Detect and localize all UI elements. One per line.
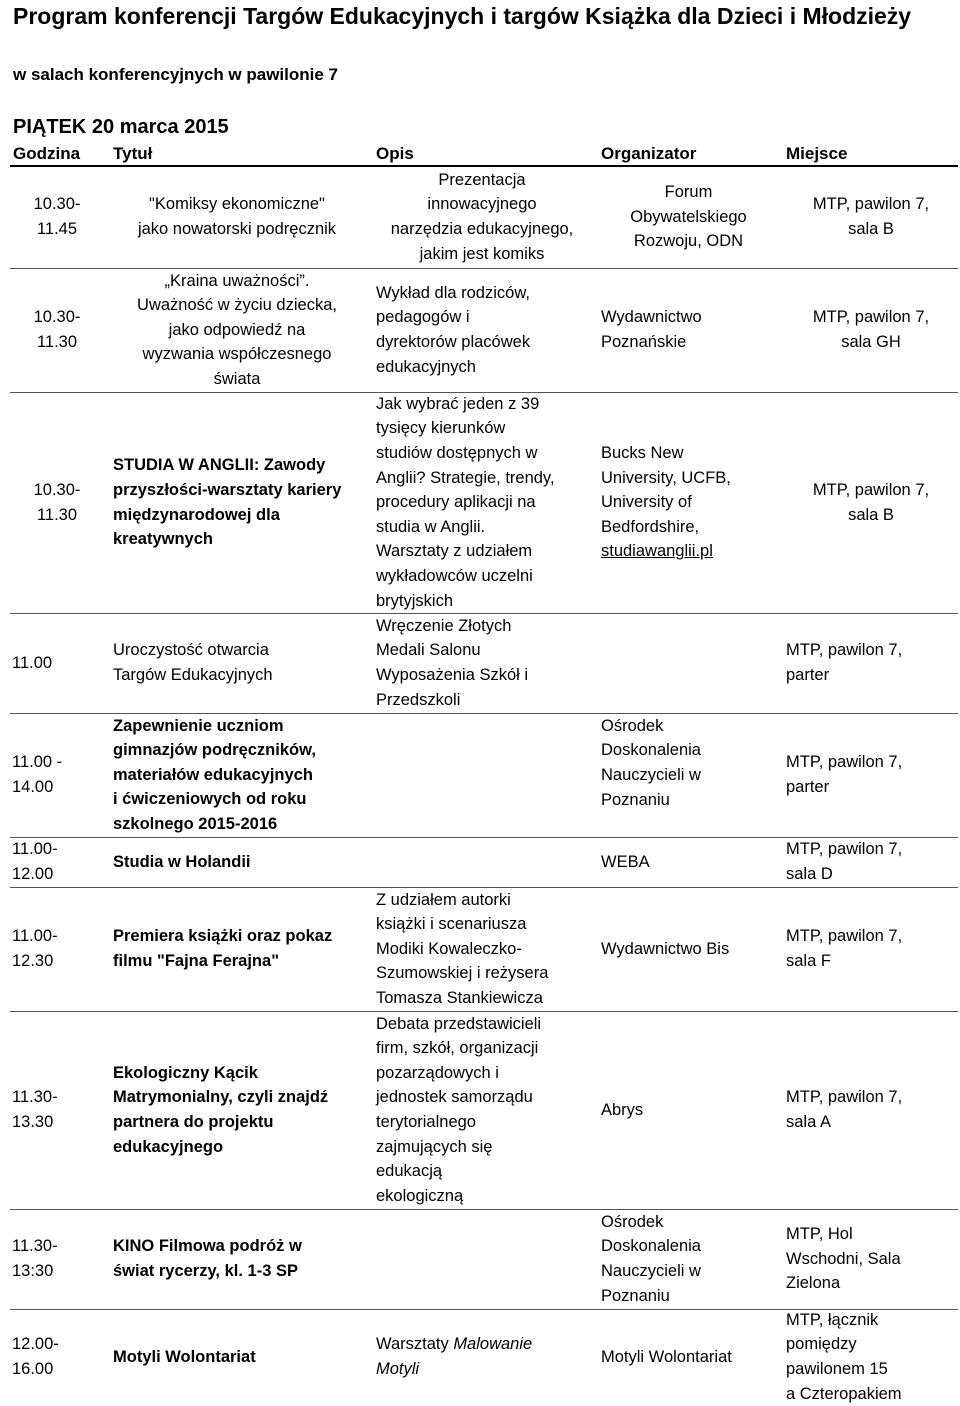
row-place: MTP, pawilon 7, parter <box>786 641 903 684</box>
row-place: MTP, łącznik pomiędzy pawilonem 15 a Czteropakiem <box>786 1310 902 1403</box>
row-description <box>376 837 588 887</box>
row-organizer: Ośrodek Doskonalenia Nauczycieli w Poznaniu <box>601 1212 701 1305</box>
row-time: 10.30- 11.30 <box>33 308 81 351</box>
document-subtitle: w salach konferencyjnych w pawilonie 7 <box>13 65 339 84</box>
row-time: 12.00- 16.00 <box>12 1335 59 1378</box>
description-italic-text: Malowanie Motyli <box>376 1335 533 1378</box>
row-description: Jak wybrać jeden z 39 tysięcy kierunków studiów dostępnych w Anglii? Strategie, trendy, procedury aplikacji na studia w Anglii. Warsztaty z udziałem wykładowców uczelni brytyjskich <box>376 394 555 610</box>
row-organizer: Abrys <box>601 1100 644 1119</box>
row-time: 10.30- 11.30 <box>33 480 81 524</box>
row-place: MTP, pawilon 7, sala D <box>786 840 903 883</box>
row-description <box>376 1209 588 1309</box>
row-title: KINO Filmowa podróż w świat rycerzy, kl. 1-3 SP <box>113 1237 302 1280</box>
row-time: 11.00- 12.30 <box>12 927 58 970</box>
row-description <box>376 713 588 837</box>
row-organizer: Motyli Wolontariat <box>601 1347 732 1366</box>
row-description: Wykład dla rodziców, pedagogów i dyrektorów placówek edukacyjnych <box>376 283 531 376</box>
row-place: MTP, Hol Wschodni, Sala Zielona <box>786 1225 901 1293</box>
row-organizer: Forum Obywatelskiego Rozwoju, ODN <box>630 183 747 251</box>
row-organizer: Wydawnictwo Poznańskie <box>601 308 702 351</box>
row-place: MTP, pawilon 7, sala B <box>812 480 930 524</box>
row-title: "Komiksy ekonomiczne" jako nowatorski podręcznik <box>137 195 337 238</box>
row-time: 11.00 - 14.00 <box>12 753 63 796</box>
row-place: MTP, pawilon 7, sala B <box>812 195 930 238</box>
description-text: Warsztaty <box>376 1335 454 1354</box>
row-title: Ekologiczny Kącik Matrymonialny, czyli znajdź partnera do projektu edukacyjnego <box>113 1063 329 1156</box>
column-header-time: Godzina <box>13 144 81 163</box>
document-title: Program konferencji Targów Edukacyjnych i targów Książka dla Dzieci i Młodzieży <box>13 3 912 29</box>
row-description: Z udziałem autorki książki i scenariusza Modiki Kowaleczko- Szumowskiej i reżysera Tomasza Stankiewicza <box>376 890 549 1007</box>
row-organizer: Wydawnictwo Bis <box>601 939 730 958</box>
row-organizer: Ośrodek Doskonalenia Nauczycieli w Poznaniu <box>601 716 701 809</box>
row-place: MTP, pawilon 7, sala F <box>786 927 903 970</box>
row-title: Studia w Holandii <box>113 852 251 871</box>
organizer-link[interactable]: studiawanglii.pl <box>601 542 713 561</box>
row-description: Prezentacja innowacyjnego narzędzia edukacyjnego, jakim jest komiks <box>390 170 574 263</box>
day-heading: PIĄTEK 20 marca 2015 <box>13 116 229 138</box>
row-organizer: WEBA <box>601 852 650 871</box>
row-description <box>376 1309 588 1405</box>
row-title: STUDIA W ANGLII: Zawody przyszłości-warsztaty kariery międzynarodowej dla kreatywnych <box>113 456 342 549</box>
column-header-place: Miejsce <box>786 144 848 163</box>
column-header-title: Tytuł <box>113 144 153 163</box>
row-time: 11.30- 13:30 <box>12 1237 58 1280</box>
row-title: Uroczystość otwarcia Targów Edukacyjnych <box>113 641 273 684</box>
row-place: MTP, pawilon 7, sala GH <box>812 308 930 351</box>
row-organizer <box>601 613 776 713</box>
row-title: Premiera książki oraz pokaz filmu "Fajna Ferajna" <box>113 927 333 970</box>
row-time: 11.00 <box>12 653 53 672</box>
row-time: 11.30- 13.30 <box>12 1088 58 1131</box>
row-title: Motyli Wolontariat <box>113 1347 256 1366</box>
column-header-description: Opis <box>376 144 414 163</box>
row-place: MTP, pawilon 7, parter <box>786 753 903 796</box>
row-time: 11.00- 12.00 <box>12 840 58 883</box>
column-header-organizer: Organizator <box>601 144 697 163</box>
row-title: „Kraina uważności”. Uważność w życiu dziecka, jako odpowiedź na wyzwania współczesnego świata <box>137 271 337 388</box>
row-time: 10.30- 11.45 <box>33 195 81 238</box>
row-description: Debata przedstawicieli firm, szkół, organizacji pozarządowych i jednostek samorządu terytorialnego zajmujących się edukacją ekologiczną <box>376 1014 542 1205</box>
row-title: Zapewnienie uczniom gimnazjów podręczników, materiałów edukacyjnych i ćwiczeniowych od roku szkolnego 2015-2016 <box>113 716 316 833</box>
row-organizer: Bucks New University, UCFB, University of Bedfordshire, studiawanglii.pl <box>601 392 776 613</box>
row-place: MTP, pawilon 7, sala A <box>786 1088 903 1131</box>
row-description: Wręczenie Złotych Medali Salonu Wyposażenia Szkół i Przedszkoli <box>376 616 529 709</box>
